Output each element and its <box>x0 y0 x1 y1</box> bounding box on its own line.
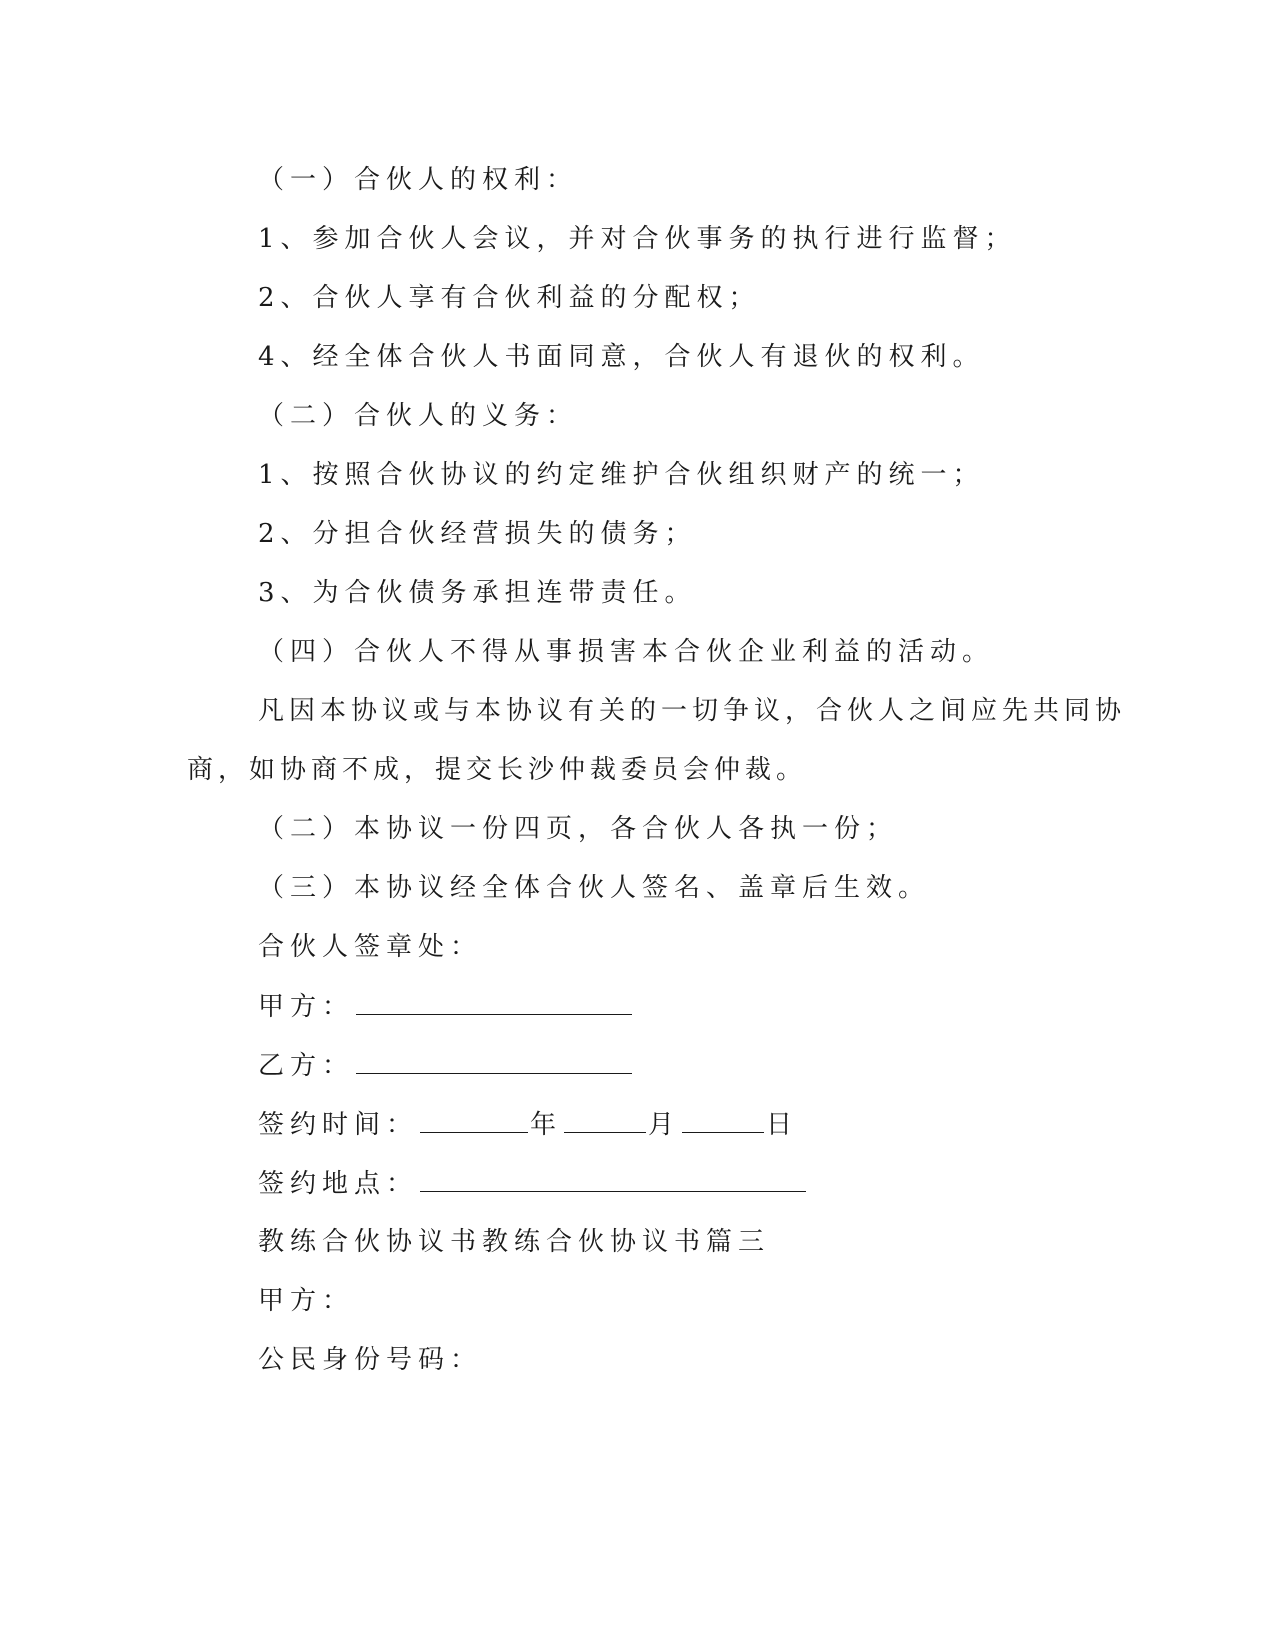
rights-item-4: 4、经全体合伙人书面同意，合伙人有退伙的权利。 <box>258 342 985 372</box>
sign-time-label: 签约时间： <box>258 1110 419 1140</box>
id-number-label: 公民身份号码： <box>258 1345 483 1375</box>
month-blank <box>564 1106 646 1133</box>
sign-place-blank <box>420 1165 806 1192</box>
month-label: 月 <box>648 1110 681 1140</box>
day-blank <box>682 1106 764 1133</box>
party-b-blank <box>356 1047 632 1074</box>
rights-heading: （一）合伙人的权利： <box>258 165 579 195</box>
duties-item-2: 2、分担合伙经营损失的债务； <box>258 519 697 549</box>
party-a-signature-line <box>258 988 634 1024</box>
duties-item-1: 1、按照合伙协议的约定维护合伙组织财产的统一； <box>258 460 985 490</box>
dispute-clause-line-2: 商，如协商不成，提交长沙仲裁委员会仲裁。 <box>187 755 808 785</box>
sign-time-line <box>258 1106 798 1142</box>
sign-place-label: 签约地点： <box>258 1169 419 1199</box>
party-a-label: 甲方： <box>258 992 355 1022</box>
dispute-clause-line-1: 凡因本协议或与本协议有关的一切争议，合伙人之间应先共同协 <box>258 696 1127 726</box>
party-a-blank <box>356 988 632 1015</box>
effective-clause: （三）本协议经全体合伙人签名、盖章后生效。 <box>258 873 931 903</box>
year-label: 年 <box>530 1110 563 1140</box>
signature-heading: 合伙人签章处： <box>258 932 483 962</box>
section-title: 教练合伙协议书教练合伙协议书篇三 <box>258 1227 771 1257</box>
sign-place-line <box>258 1165 808 1201</box>
clause-4: （四）合伙人不得从事损害本合伙企业利益的活动。 <box>258 637 995 667</box>
rights-item-1: 1、参加合伙人会议，并对合伙事务的执行进行监督； <box>258 224 1017 254</box>
year-blank <box>420 1106 528 1133</box>
day-label: 日 <box>766 1110 799 1140</box>
duties-heading: （二）合伙人的义务： <box>258 401 579 431</box>
party-a-label-section-3: 甲方： <box>258 1286 355 1316</box>
rights-item-2: 2、合伙人享有合伙利益的分配权； <box>258 283 761 313</box>
party-b-signature-line <box>258 1047 634 1083</box>
party-b-label: 乙方： <box>258 1051 355 1081</box>
copies-clause: （二）本协议一份四页，各合伙人各执一份； <box>258 814 899 844</box>
duties-item-3: 3、为合伙债务承担连带责任。 <box>258 578 697 608</box>
